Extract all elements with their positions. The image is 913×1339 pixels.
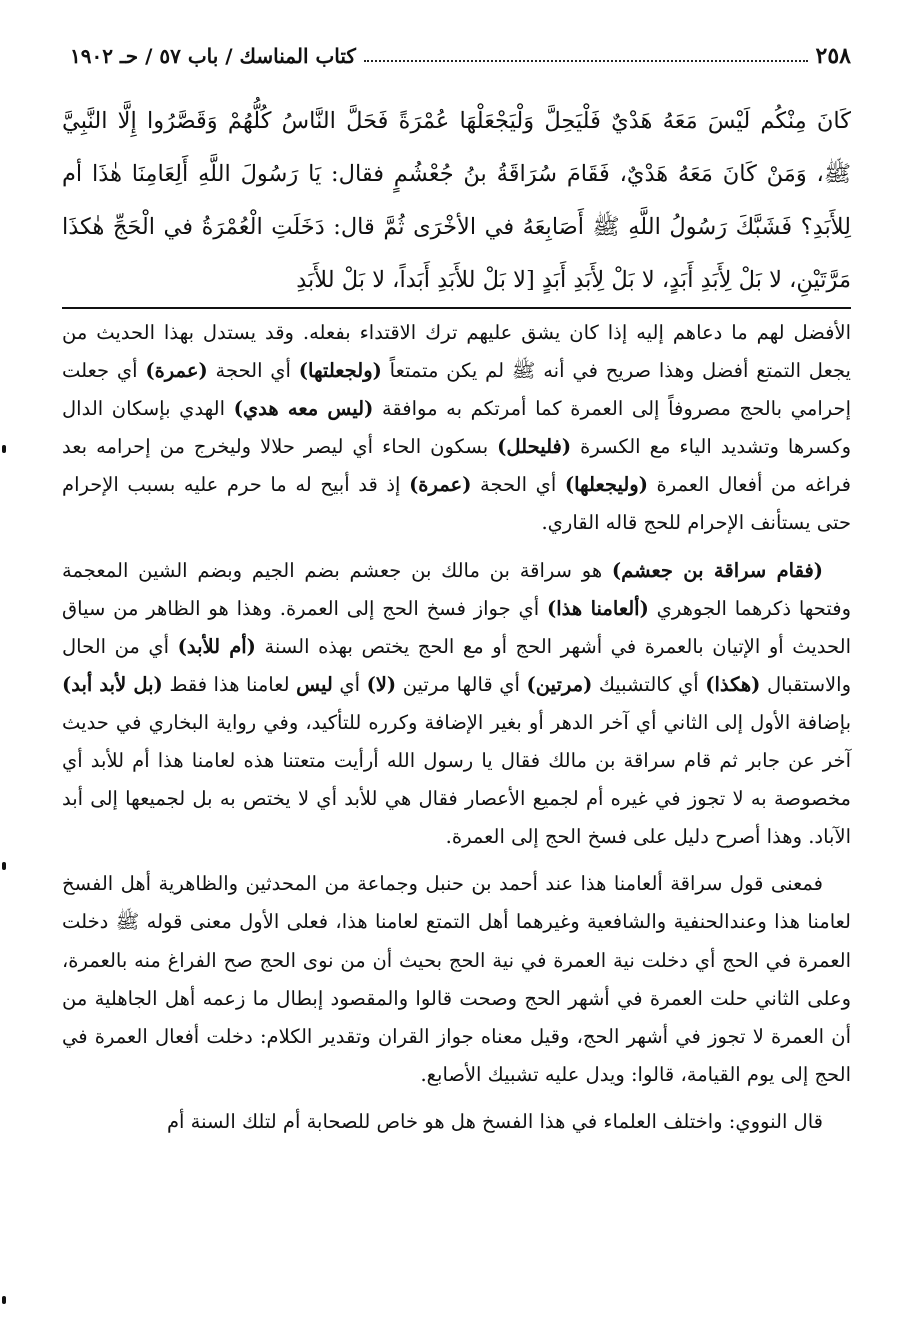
bold-term: (ألعامنا هذا)	[547, 596, 649, 620]
bold-term: (بل لأبد أبد)	[62, 672, 163, 696]
separator-rule	[62, 307, 851, 309]
bold-term: (فقام سراقة بن جعشم)	[611, 558, 824, 582]
commentary-paragraph-3: فمعنى قول سراقة ألعامنا هذا عند أحمد بن حنبل وجماعة من المحدثين والظاهرية أهل الفسخ لعامنا هذا وعندالحنفية والشافعية وغيرهما أهل التمتع لعامنا هذا، فعلى الأول معنى قوله ﷺ دخلت العمرة في الحج أي دخلت نية العمرة في نية الحج بحيث أن من نوى الحج صح الفراغ منه بالعمرة، وعلى الثاني حلت العمرة في أشهر الحج وصحت قالوا والمقصود إبطال ما زعمه أهل الجاهلية من أن العمرة لا تجوز في أشهر الحج، وقيل معناه جواز القران وتقدير الكلام: دخلت أفعال العمرة في الحج إلى يوم القيامة، قالوا: ويدل عليه تشبيك الأصابع.	[62, 872, 851, 1086]
text-run: أي جواز فسخ الحج إلى العمرة. وهذا هو الظاهر من سياق الحديث أو الإتيان بالعمرة في أشهر الحج أو مع الحج يختص بهذه السنة	[62, 596, 851, 658]
bold-term: (ولجعلتها)	[298, 359, 382, 383]
commentary	[62, 314, 851, 1150]
scan-edge-mark	[2, 862, 6, 870]
text-run: أي كالتشبيك	[592, 672, 706, 696]
text-run: إذ قد أبيح له ما حرم عليه بسبب الإحرام حتى يستأنف الإحرام للحج قاله القاري.	[62, 473, 851, 535]
scan-edge-mark	[2, 445, 6, 453]
bold-term: (مرتين)	[526, 672, 593, 696]
running-head: كتاب المناسك / باب ٥٧ / حـ ١٩٠٢	[70, 44, 356, 68]
text-run: هو سراقة بن مالك بن جعشم بضم الجيم وبضم الشين المعجمة وفتحها ذكرهما الجوهري	[62, 558, 851, 620]
text-run: أي الحجة	[207, 359, 299, 383]
text-run: أي قالها مرتين	[396, 672, 527, 696]
page-header	[70, 38, 851, 74]
commentary-paragraph-2	[62, 552, 851, 857]
header-dotted-leader	[364, 59, 808, 62]
bold-term: (فليحلل)	[497, 435, 572, 459]
page-number: ٢٥٨	[815, 43, 851, 69]
text-run: بإضافة الأول إلى الثاني أي آخر الدهر أو بغير الإضافة وكرره للتأكيد، وفي رواية البخاري في حديث آخر عن جابر ثم قام سراقة بن مالك فقال يا رسول الله أرأيت متعتنا هذه لعامنا هذا أم للأبد أي مخصوصة به لا تجوز في غيره أم لجميع الأعصار فقال هي للأبد أي لا يختص به بل لجميعها إلى أبد الآباد. وهذا أصرح دليل على فسخ الحج إلى العمرة.	[62, 710, 851, 849]
scan-edge-mark	[2, 1296, 6, 1304]
text-run: أي من الحال والاستقبال	[62, 634, 851, 696]
bold-term: (أم للأبد)	[177, 634, 256, 658]
bold-term: (لا)	[366, 672, 397, 696]
bold-term: (وليجعلها)	[564, 473, 648, 497]
commentary-paragraph-1	[62, 314, 851, 543]
text-run: أي جعلت إحرامي بالحج مصروفاً إلى العمرة كما أمرتكم به موافقة	[62, 359, 851, 421]
bold-term: (هكذا)	[705, 672, 761, 696]
text-run: الهدي بإسكان الدال وكسرها وتشديد الياء مع الكسرة	[62, 397, 852, 459]
bold-term: (عمرة)	[409, 473, 472, 497]
bold-term: ليس	[296, 672, 333, 696]
hadith-text: كَانَ مِنْكُم لَيْسَ مَعَهُ هَدْيٌ فَلْيَحِلَّ وَلْيَجْعَلْهَا عُمْرَةً فَحَلَّ النَّاسُ كُلُّهُمْ وَقَصَّرُوا إِلَّا النَّبِيَّ ﷺ، وَمَنْ كَانَ مَعَهُ هَدْيٌ، فَقَامَ سُرَاقَةُ بنُ جُعْشُمٍ فقال: يَا رَسُولَ اللَّهِ أَلِعَامِنَا هٰذَا أم لِلأَبَدِ؟ فَشَبَّكَ رَسُولُ اللَّهِ ﷺ أَصَابِعَهُ في الأخْرَى ثُمَّ قال: دَخَلَتِ الْعُمْرَةُ في الْحَجِّ هٰكذَا مَرَّتَيْنِ، لا بَلْ لِأَبَدِ أَبَدٍ، لا بَلْ لِأَبَدِ أَبَدٍ [لا بَلْ للأَبَدِ أَبَداً، لا بَلْ للأَبَدِ	[62, 108, 851, 293]
bold-term: (ليس معه هدي)	[233, 397, 374, 421]
text-run: أي الحجة	[471, 473, 565, 497]
text-run: الأفضل لهم ما دعاهم إليه إذا كان يشق عليهم ترك الاقتداء بفعله. وقد يستدل بهذا الحديث من يجعل التمتع أفضل وهذا صريح في أنه ﷺ لم يكن متمتعاً	[62, 321, 851, 383]
commentary-paragraph-4: قال النووي: واختلف العلماء في هذا الفسخ هل هو خاص للصحابة أم لتلك السنة أم	[166, 1109, 823, 1133]
text-run: بسكون الحاء أي ليصر حلالا وليخرج من إحرامه بعد فراغه من أفعال العمرة	[62, 435, 852, 497]
text-run: لعامنا هذا فقط	[162, 672, 297, 696]
bold-term: (عمرة)	[145, 359, 208, 383]
text-run: أي	[332, 672, 367, 696]
